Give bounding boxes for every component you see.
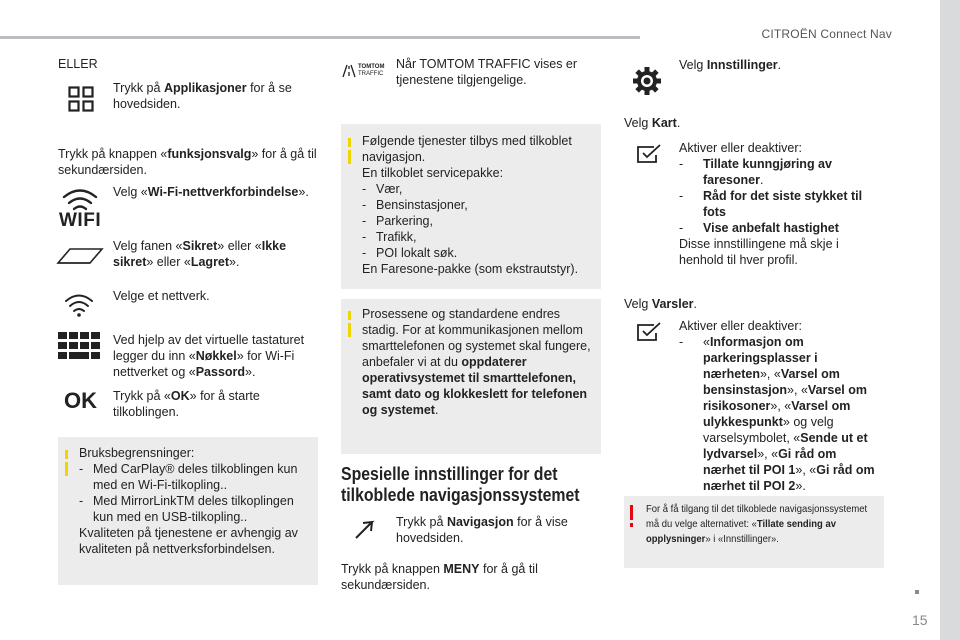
services-list	[362, 181, 598, 261]
checkbox-icon	[636, 144, 662, 164]
services-text: Følgende tjenester tilbys med tilkoblet navigasjon. En tilkoblet servicepakke: - Vær, - Bensinstasjoner, - Parkering, - Trafikk, - POI lokalt søk. En Faresone-pakke (som ekstrautstyr).	[362, 133, 598, 277]
checkbox-icon	[636, 322, 662, 342]
eller-label: ELLER	[58, 57, 98, 71]
step-nav: Trykk på Navigasjon for å vise hovedsiden.	[396, 515, 568, 545]
info-icon-stem	[348, 323, 351, 337]
step-keyboard: Ved hjelp av det virtuelle tastaturet legger du inn «Nøkkel» for Wi-Fi nettverket og «Passord».	[113, 333, 305, 379]
step-tab: Velg fanen «Sikret» eller «Ikke sikret» eller «Lagret».	[113, 239, 287, 269]
service-list-item: - Parkering,	[362, 214, 433, 228]
service-list-item: - Trafikk,	[362, 230, 417, 244]
tab-icon	[56, 247, 104, 265]
wifi-signal-icon	[64, 292, 94, 318]
header-title: CITROËN Connect Nav	[761, 27, 892, 41]
navigation-arrow-icon	[352, 518, 376, 542]
tomtom-traffic-icon	[342, 60, 388, 82]
ok-icon: OK	[64, 388, 97, 413]
keyboard-icon	[58, 332, 100, 360]
service-list-item: - Vær,	[362, 182, 403, 196]
para-funksjonsvalg: Trykk på knappen «funksjonsvalg» for å gå til sekundærsiden.	[58, 147, 317, 177]
page-marker	[915, 590, 919, 594]
page-edge-band	[940, 0, 960, 640]
info-icon	[65, 450, 68, 459]
section-heading: Spesielle innstillinger for det tilkoblede navigasjonssystemet	[341, 464, 580, 505]
wifi-icon-label: WIFI	[59, 210, 102, 231]
step-network: Velge et nettverk.	[113, 289, 210, 303]
info-icon	[348, 311, 351, 320]
info-icon-stem	[348, 150, 351, 164]
page-number: 15	[912, 612, 928, 628]
kart-options: Aktiver eller deaktiver: - Tillate kunngjøring av faresoner. - Råd for det siste stykket til fots - Vise anbefalt hastighet Disse innstillingene må skje i henhold til hver profil.	[679, 141, 863, 267]
warning-text: For å få tilgang til det tilkoblede navigasjonssystemet må du velge alternativet: «Tillate sending av opplysninger» i «Innstillinger».	[646, 503, 868, 545]
process-text: Prosessene og standardene endres stadig. For at kommunikasjonen mellom smarttelefonen og systemet skal fungere, anbefaler vi at du oppdaterer operativsystemet til smarttelefonen, samt dato og klokkeslett for telefonen og systemet.	[362, 307, 591, 417]
service-list-item: - POI lokalt søk.	[362, 246, 458, 260]
tomtom-logo-line1: TOMTOM	[358, 64, 385, 70]
tomtom-text: Når TOMTOM TRAFFIC vises er tjenestene tilgjengelige.	[396, 57, 578, 87]
velg-kart: Velg Kart.	[624, 116, 681, 130]
step-apps: Trykk på Applikasjoner for å se hovedsiden.	[113, 81, 292, 111]
varsler-options: Aktiver eller deaktiver: - «Informasjon om parkeringsplasser i nærheten», «Varsel om bensinstasjon», «Varsel om risikosoner», «Varsel om ulykkespunkt» og velg varselsymbolet, «Sende ut et lydvarsel», «Gi råd om nærhet til POI 1», «Gi råd om nærhet til POI 2».	[679, 319, 875, 493]
apps-grid-icon	[68, 86, 94, 112]
warning-icon-dot	[630, 523, 633, 527]
para-meny: Trykk på knappen MENY for å gå til sekundærsiden.	[341, 562, 538, 592]
wifi-icon	[58, 188, 102, 230]
service-list-item: - Bensinstasjoner,	[362, 198, 468, 212]
step-settings: Velg Innstillinger.	[679, 58, 782, 72]
warning-icon	[630, 505, 633, 520]
info-icon-stem	[65, 462, 68, 476]
step-wifi: Velg «Wi-Fi-nettverkforbindelse».	[113, 185, 309, 199]
info-icon	[348, 138, 351, 147]
header-rule	[0, 36, 640, 39]
info-limitations-text: Bruksbegrensninger: - Med CarPlay® deles tilkoblingen kun med en Wi-Fi-tilkopling.. - Med MirrorLinkTM deles tilkoplingen kun med en USB-tilkopling.. Kvaliteten på tjenestene er avhengig av kvaliteten på nettverksforbindelsen.	[79, 446, 298, 556]
velg-varsler: Velg Varsler.	[624, 297, 698, 311]
gear-icon	[632, 66, 662, 96]
step-ok: Trykk på «OK» for å starte tilkoblingen.	[113, 389, 260, 419]
tomtom-logo-line2: TRAFFIC	[358, 71, 384, 77]
